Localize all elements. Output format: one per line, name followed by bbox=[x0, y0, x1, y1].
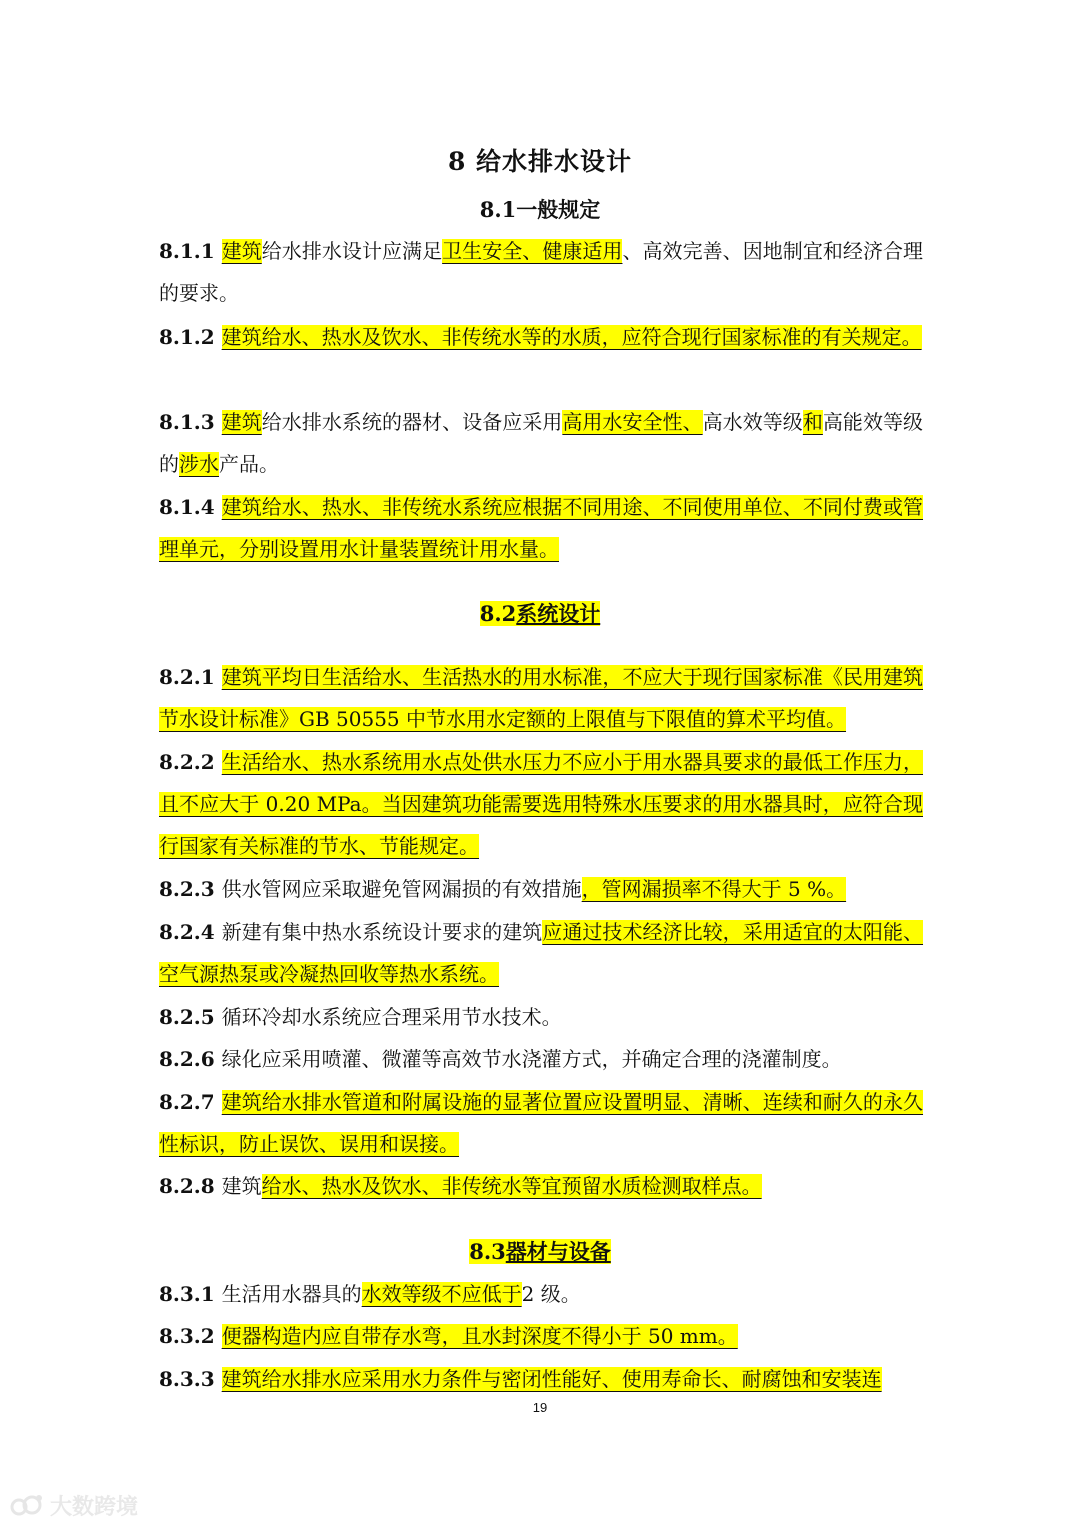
highlighted-text: 建筑 bbox=[221, 239, 262, 263]
highlighted-text: ，管网漏损率不得大于 5 %。 bbox=[581, 877, 847, 901]
clause-8-3-3 bbox=[159, 1358, 923, 1400]
clause-text: 产品。 bbox=[219, 452, 279, 476]
chapter-title: 8 给水排水设计 bbox=[447, 147, 633, 176]
highlighted-text: 建筑给水排水管道和附属设施的显著位置应设置明显、清晰、连续和耐久的永久性标识，防止误饮、误用和误接。 bbox=[159, 1090, 924, 1156]
highlighted-text: 生活给水、热水系统用水点处供水压力不应小于用水器具要求的最低工作压力，且不应大于 0.20 MPa。当因建筑功能需要选用特殊水压要求的用水器具时，应符合现行国家有关标准的节水、节能规定。 bbox=[159, 750, 924, 858]
clause-text: 2 级。 bbox=[521, 1282, 581, 1306]
section-title-8-3 bbox=[0, 1236, 1080, 1266]
section-text: 系统设计 bbox=[516, 601, 601, 626]
clause-number: 8.2.4 bbox=[159, 920, 222, 944]
clause-number: 8.1.1 bbox=[159, 239, 222, 263]
clause-text: 供水管网应采取避免管网漏损的有效措施 bbox=[221, 877, 582, 901]
page-number: 19 bbox=[532, 1400, 548, 1415]
clause-text: 循环冷却水系统应合理采用节水技术。 bbox=[221, 1005, 562, 1029]
clause-number: 8.1.2 bbox=[159, 325, 222, 349]
section-title-8-2 bbox=[0, 598, 1080, 628]
clause-text: 新建有集中热水系统设计要求的建筑 bbox=[221, 920, 543, 944]
clause-text: 绿化应采用喷灌、微灌等高效节水浇灌方式，并确定合理的浇灌制度。 bbox=[221, 1047, 842, 1071]
clause-8-1-2 bbox=[159, 316, 923, 358]
watermark-text: 大数跨境 bbox=[50, 1495, 139, 1520]
highlighted-text: 建筑给水、热水及饮水、非传统水等的水质，应符合现行国家标准的有关规定。 bbox=[221, 325, 922, 349]
highlighted-text: 便器构造内应自带存水弯，且水封深度不得小于 50 mm。 bbox=[221, 1324, 738, 1348]
clause-number: 8.2.6 bbox=[159, 1047, 222, 1071]
clause-number: 8.2.8 bbox=[159, 1174, 222, 1198]
watermark bbox=[10, 1490, 138, 1521]
section-text: 一般规定 bbox=[516, 197, 601, 222]
clause-text: 高能效等级的 bbox=[159, 410, 924, 476]
clause-8-2-5 bbox=[159, 996, 923, 1038]
section-number: 8.2 bbox=[479, 601, 517, 626]
highlighted-text: 涉水 bbox=[179, 452, 219, 476]
section-title-8-1 bbox=[0, 194, 1080, 224]
clause-8-2-6 bbox=[159, 1038, 923, 1080]
clause-8-2-3 bbox=[159, 868, 923, 910]
clause-number: 8.2.1 bbox=[159, 665, 222, 689]
clause-text: 给水排水设计应满足 bbox=[261, 239, 443, 263]
clause-number: 8.3.2 bbox=[159, 1324, 222, 1348]
clause-number: 8.2.3 bbox=[159, 877, 222, 901]
clause-number: 8.1.3 bbox=[159, 410, 222, 434]
clause-number: 8.3.3 bbox=[159, 1367, 222, 1391]
clause-number: 8.2.5 bbox=[159, 1005, 222, 1029]
clause-8-2-2 bbox=[159, 741, 923, 867]
highlighted-text: 给水、热水及饮水、非传统水等宜预留水质检测取样点。 bbox=[261, 1174, 762, 1198]
clause-8-1-1 bbox=[159, 230, 923, 314]
section-text: 器材与设备 bbox=[505, 1239, 611, 1264]
section-number: 8.1 bbox=[479, 197, 517, 222]
clause-number: 8.2.7 bbox=[159, 1090, 222, 1114]
highlighted-text: 应通过技术经济比较，采用适宜的太阳能、空气源热泵或冷凝热回收等热水系统。 bbox=[159, 920, 924, 986]
clause-number: 8.1.4 bbox=[159, 495, 222, 519]
highlighted-text: 建筑给水、热水、非传统水系统应根据不同用途、不同使用单位、不同付费或管理单元，分别设置用水计量装置统计用水量。 bbox=[159, 495, 924, 561]
highlighted-text: 高用水安全性、 bbox=[562, 410, 703, 434]
highlighted-text: 建筑 bbox=[221, 410, 262, 434]
clause-number: 8.2.2 bbox=[159, 750, 222, 774]
clause-8-2-7 bbox=[159, 1081, 923, 1165]
clause-8-1-3 bbox=[159, 401, 923, 485]
clause-text: 、高效完善、因地制宜和经济合理的要求。 bbox=[159, 239, 924, 305]
highlighted-text: 卫生安全、健康适用 bbox=[442, 239, 623, 263]
clause-8-2-1 bbox=[159, 656, 923, 740]
highlighted-text: 水效等级不应低于 bbox=[361, 1282, 522, 1306]
highlighted-text: 建筑平均日生活给水、生活热水的用水标准，不应大于现行国家标准《民用建筑节水设计标准》GB 50555 中节水用水定额的上限值与下限值的算术平均值。 bbox=[159, 665, 924, 731]
clause-8-1-4 bbox=[159, 486, 923, 570]
clause-text: 生活用水器具的 bbox=[221, 1282, 362, 1306]
highlighted-text: 建筑给水排水应采用水力条件与密闭性能好、使用寿命长、耐腐蚀和安装连 bbox=[221, 1367, 882, 1391]
clause-8-2-4 bbox=[159, 911, 923, 995]
clause-8-3-1 bbox=[159, 1273, 923, 1315]
clause-text: 建筑 bbox=[221, 1174, 262, 1198]
highlighted-text: 和 bbox=[802, 410, 823, 434]
clause-8-3-2 bbox=[159, 1315, 923, 1357]
section-number: 8.3 bbox=[469, 1239, 506, 1264]
clause-text: 给水排水系统的器材、设备应采用 bbox=[261, 410, 563, 434]
watermark-logo-icon bbox=[10, 1493, 44, 1519]
clause-number: 8.3.1 bbox=[159, 1282, 222, 1306]
clause-text: 高水效等级 bbox=[702, 410, 803, 434]
clause-8-2-8 bbox=[159, 1165, 923, 1207]
